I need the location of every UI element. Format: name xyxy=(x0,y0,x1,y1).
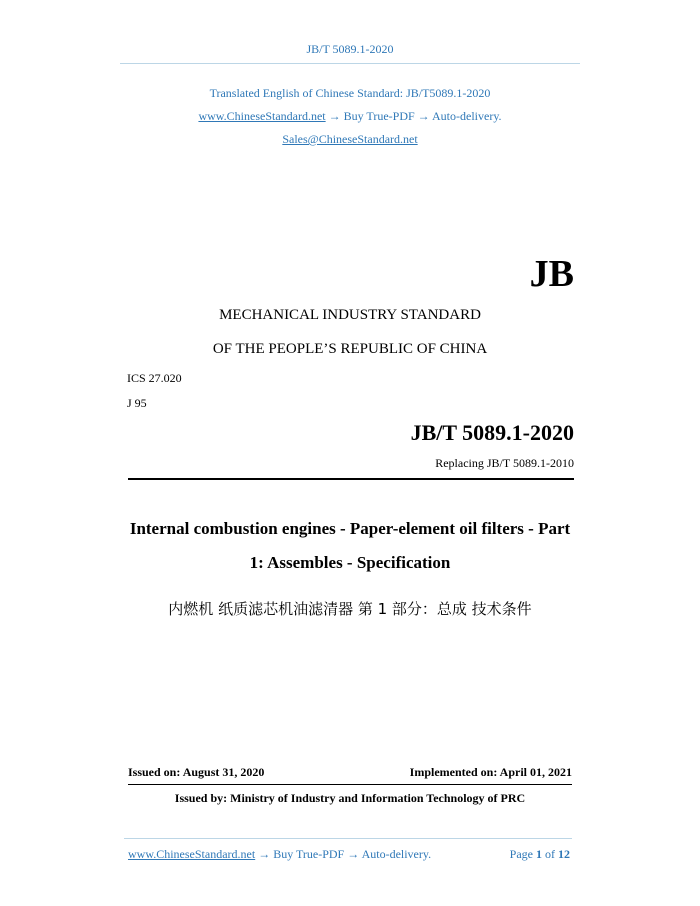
email-link[interactable]: Sales@ChineseStandard.net xyxy=(282,132,418,146)
page-indicator xyxy=(510,847,570,862)
title-en-line1: Internal combustion engines - Paper-element oil filters - Part xyxy=(129,519,571,538)
promo-buy-line xyxy=(0,109,700,124)
promo-line: Translated English of Chinese Standard: JB/T5089.1-2020 xyxy=(209,86,491,100)
of-word: of xyxy=(545,847,555,861)
site-link[interactable]: www.ChineseStandard.net xyxy=(198,109,326,123)
footer-promo xyxy=(128,847,431,862)
issued-by: Issued by: Ministry of Industry and Information Technology of PRC xyxy=(174,791,526,805)
footer-site-link[interactable]: www.ChineseStandard.net xyxy=(128,847,256,861)
org-line-1: MECHANICAL INDUSTRY STANDARD xyxy=(219,307,481,323)
issued-on: Issued on: August 31, 2020 xyxy=(128,765,265,779)
email-line xyxy=(0,132,700,147)
jb-logo: JB xyxy=(529,253,574,295)
ics-code: ICS 27.020 xyxy=(127,371,182,385)
footer-buy-text: → Buy True-PDF → Auto-delivery. xyxy=(258,847,432,861)
title-divider xyxy=(128,478,574,480)
title-cn: 内燃机 纸质滤芯机油滤清器 第 1 部分：总成 技术条件 xyxy=(168,600,532,618)
title-en-line2: 1: Assembles - Specification xyxy=(249,553,451,572)
buy-text: → Buy True-PDF → Auto-delivery. xyxy=(328,109,502,123)
org-line-2: OF THE PEOPLE’S REPUBLIC OF CHINA xyxy=(212,341,488,357)
running-header: JB/T 5089.1-2020 xyxy=(306,42,394,56)
replacing-note: Replacing JB/T 5089.1-2010 xyxy=(435,456,574,470)
footer-divider xyxy=(124,838,572,839)
implemented-on: Implemented on: April 01, 2021 xyxy=(409,765,572,779)
standard-number: JB/T 5089.1-2020 xyxy=(410,420,574,445)
header-divider xyxy=(120,63,580,64)
page-total: 12 xyxy=(558,847,570,861)
page-word: Page xyxy=(509,847,533,861)
page-number: 1 xyxy=(536,847,542,861)
ccs-code: J 95 xyxy=(127,396,147,410)
issued-divider xyxy=(128,784,572,785)
